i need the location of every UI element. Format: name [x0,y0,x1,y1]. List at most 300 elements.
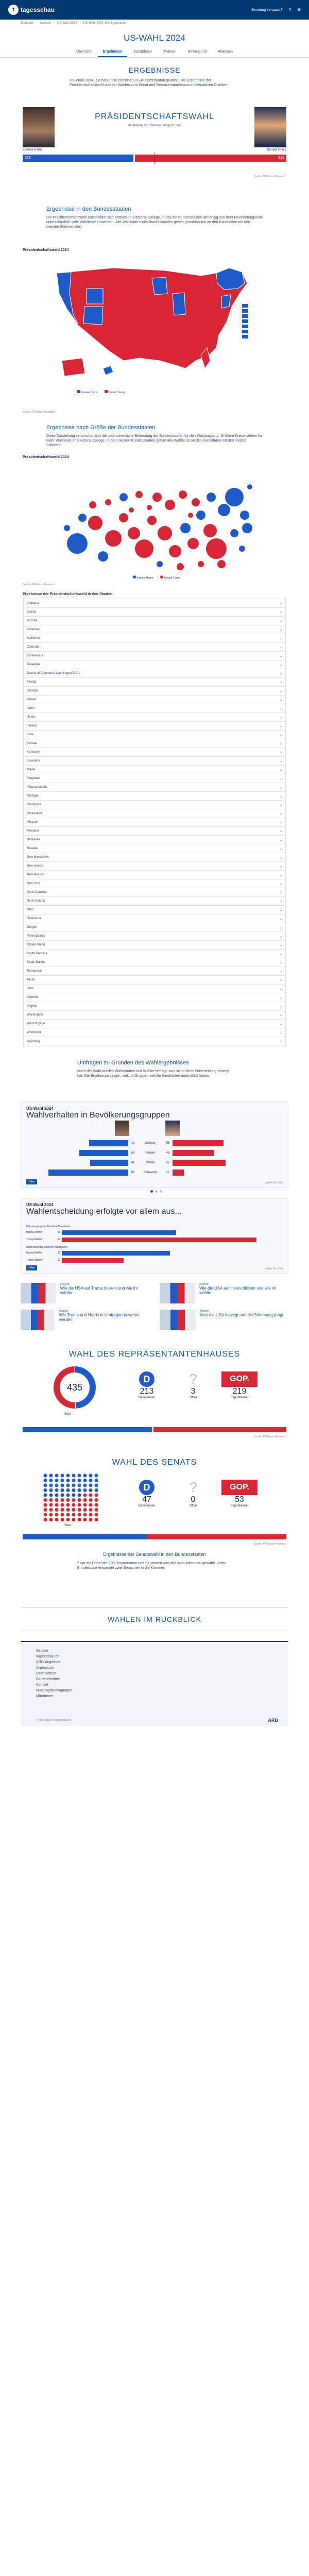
header-tools [251,8,301,12]
poll-value-rep: 12 [166,1171,170,1174]
state-name: Kansas [27,742,38,745]
map-chart-label: Präsidentschaftswahl 2024 [23,248,69,252]
state-accordion-item[interactable] [24,914,285,923]
senate-dot-chart [41,1472,103,1524]
state-minnesota[interactable] [152,277,167,295]
senate-seat-dot [61,1474,64,1478]
state-bubble[interactable] [242,523,252,533]
poll-row [25,1168,285,1177]
footer-link[interactable]: Nutzungsbedingungen [36,1689,73,1692]
trump-name: Donald Trump [267,148,286,151]
chevron-down-icon: ⌄ [279,829,282,833]
state-box-dc[interactable] [242,335,248,338]
chevron-down-icon: ⌄ [279,654,282,658]
house-heading: WAHL DES REPRÄSENTANTENHAUSES [68,1350,241,1359]
state-accordion-item[interactable] [24,713,285,722]
senate-seat-dot [61,1484,64,1487]
chevron-down-icon: ⌄ [279,1013,282,1017]
state-bubble[interactable] [129,507,134,513]
footer-link[interactable]: Barrierefreiheit [36,1677,60,1681]
article-title: Wie Trump und Harris in Umfragen bewertet werden [59,1313,140,1322]
state-bubble[interactable] [128,527,140,539]
state-accordion-item[interactable] [24,643,285,652]
state-bubble[interactable] [78,514,87,522]
chevron-down-icon: ⌄ [279,751,282,754]
state-colorado[interactable] [87,289,103,304]
state-bubble[interactable] [188,513,193,518]
senate-seat-dot [66,1513,70,1517]
senate-seat-dot [49,1498,53,1502]
state-accordion-item[interactable] [24,783,285,792]
senate-seat-dot [55,1508,59,1512]
site-header [0,0,309,20]
state-bubble[interactable] [165,500,175,510]
senate-seat-dot [55,1479,59,1482]
chevron-down-icon: ⌄ [279,733,282,737]
senate-seat-dot [95,1484,98,1487]
senate-dem-count: 47 [142,1495,151,1504]
senate-seat-dot [89,1503,93,1507]
state-box-ma[interactable] [242,304,248,308]
breadcrumb-item[interactable]: Startseite [21,22,34,25]
state-name: Idaho [27,707,35,710]
state-mid-atlantic[interactable] [221,295,231,308]
senate-seat-dot [95,1498,98,1502]
state-name: Delaware [27,663,40,666]
senate-seat-dot [72,1474,76,1478]
legend-rep-label: Donald Trump [108,391,125,394]
state-name: Arizona [27,619,38,622]
chevron-down-icon: ⌄ [279,926,282,929]
senate-seat-dot [49,1508,53,1512]
state-bubble-chart [46,466,263,574]
state-bubble[interactable] [187,538,199,549]
state-name: West Virginia [27,1022,45,1025]
map-source: Quelle: AP/Edison Research [23,411,56,414]
footer-link[interactable]: Impressum [36,1666,54,1670]
state-bubble[interactable] [152,493,162,502]
state-accordion-item[interactable] [24,687,285,696]
senate-seat-dot [49,1488,53,1492]
state-accordion-item[interactable] [24,871,285,879]
chevron-down-icon: ⌄ [279,882,282,886]
house-bar-rep [153,1427,286,1432]
breadcrumb-item[interactable]: Ausland [40,22,52,25]
state-name: Alabama [27,602,39,605]
state-accordion-item[interactable] [24,976,285,985]
state-accordion-item[interactable] [24,879,285,888]
state-name: Iowa [27,733,33,736]
state-new-england[interactable] [216,268,245,290]
senate-seats-label: Sitze [64,1524,72,1527]
majority-note: Mindestens 270 Stimmen nötig für Sieg [127,124,182,127]
state-accordion-item[interactable] [24,617,285,625]
poll-row [25,1149,285,1157]
state-accordion-item[interactable] [24,1020,285,1028]
ard-logo[interactable]: ARD [268,1718,278,1723]
house-open-count: 3 [191,1387,196,1396]
poll-bar-rep [173,1170,184,1176]
missed-broadcast-link[interactable]: Sendung verpasst? [251,8,283,12]
senate-seat-dot [83,1494,87,1497]
footer-link[interactable]: ARD-Angebote [36,1660,61,1664]
senate-dem-label: Demokraten [138,1504,156,1507]
tab-ergebnisse[interactable]: Ergebnisse [98,47,128,57]
breadcrumb-item[interactable]: US-Wahl 2024 [57,22,77,25]
senate-seat-dot [89,1494,93,1497]
article-kicker: Analyse [59,1310,68,1313]
state-bubble[interactable] [157,561,163,567]
state-bubble[interactable] [206,538,227,559]
article-title: Wie die USA auf Trump blicken und wie ihr wählte [60,1286,138,1295]
state-accordion-item[interactable] [24,809,285,818]
state-accordion-item[interactable] [24,696,285,704]
tab-hintergrund[interactable]: Hintergrund [187,50,207,54]
state-accordion-item[interactable] [24,1002,285,1011]
state-bubble[interactable] [203,524,217,537]
senate-open-stat [180,1480,206,1507]
senate-seat-dot [66,1479,70,1482]
senate-open-label: Offen [189,1504,197,1507]
senate-seat-dot [49,1518,53,1521]
state-accordion-item[interactable] [24,1011,285,1020]
state-bubble[interactable] [135,491,143,498]
chevron-down-icon: ⌄ [279,865,282,868]
state-accordion-item[interactable] [24,757,285,766]
state-name: Vermont [27,996,39,999]
state-accordion-item[interactable] [24,766,285,774]
state-bubble[interactable] [105,530,122,547]
carousel-dot[interactable] [155,1190,158,1193]
chevron-down-icon: ⌄ [279,698,282,702]
senate-seat-dot [55,1488,59,1492]
article-teaser[interactable] [21,1283,149,1304]
senate-seat-dot [95,1494,98,1497]
chevron-down-icon: ⌄ [279,742,282,745]
state-accordion-item[interactable] [24,941,285,950]
state-name: South Carolina [27,952,47,955]
state-bubble[interactable] [64,525,70,531]
carousel-dots [150,1190,162,1193]
state-accordion-item[interactable] [24,801,285,809]
state-name: Washington [27,1013,43,1016]
states-accordion [23,599,286,1046]
electoral-bar [23,155,286,162]
state-name: Virginia [27,1005,37,1008]
chevron-down-icon: ⌄ [279,812,282,816]
related-articles [21,1283,288,1331]
tab-themen[interactable]: Themen [163,50,177,54]
senate-rep-stat [221,1480,258,1507]
state-name: Missouri [27,821,39,824]
senate-seat-dot [95,1508,98,1512]
state-bubble[interactable] [192,498,200,506]
poll-value-dem: 86 [131,1171,135,1174]
state-accordion-item[interactable] [24,660,285,669]
tab-übersicht[interactable]: Übersicht [76,50,92,54]
tab-analysen[interactable]: Analysen [218,50,233,54]
article-kicker: Analyse [200,1310,209,1313]
state-bubble[interactable] [147,505,152,510]
retro-heading[interactable]: WAHLEN IM RÜCKBLICK [108,1615,201,1623]
state-bubble[interactable] [247,484,252,489]
state-illinois[interactable] [173,293,185,315]
chevron-down-icon: ⌄ [279,759,282,763]
state-accordion-item[interactable] [24,1028,285,1037]
state-accordion-item[interactable] [24,827,285,836]
state-bubble[interactable] [177,563,184,570]
bubble-text: Diese Darstellung veranschaulicht die unterschiedliche Bedeutung der Bundesstaaten für den Wahlausgang. Größere Kreise stehen für mehr Wahlleute im Electoral College. In den meisten Bundesstaaten gehen alle Wahlleute an den Kandidaten mit den meisten Stimmen. [46,434,263,447]
state-name: Kalifornien [27,637,42,640]
article-thumbnail [160,1283,195,1303]
state-accordion-item[interactable] [24,950,285,958]
chevron-down-icon: ⌄ [279,821,282,824]
state-accordion-item[interactable] [24,862,285,871]
house-seat-total: 435 [66,1382,83,1393]
poll-bar-rep [173,1160,226,1166]
chevron-down-icon: ⌄ [279,602,282,605]
breadcrumb-item[interactable]: US-Wahl 2024: Die Ergebnisse [83,22,126,25]
state-accordion-item[interactable] [24,669,285,678]
senate-seat-dot [89,1498,93,1502]
state-box-ri[interactable] [242,309,248,313]
senate-seat-dot [66,1488,70,1492]
state-accordion-item[interactable] [24,967,285,976]
house-donut [52,1364,98,1411]
state-bubble[interactable] [135,539,153,558]
article-teaser[interactable] [160,1283,288,1304]
tab-kandidaten[interactable]: Kandidaten [133,50,152,54]
state-accordion-item[interactable] [24,836,285,844]
state-accordion-item[interactable] [24,608,285,617]
senate-seat-dot [61,1513,64,1517]
menu-button[interactable]: ☰ [297,8,301,12]
chevron-down-icon: ⌄ [279,681,282,684]
chevron-down-icon: ⌄ [279,663,282,667]
article-teaser[interactable] [160,1310,288,1331]
bubble-legend-rep-label: Donald Trump [164,577,180,580]
polls-text: Nach der Wahl wurden Wählerinnen und Wähler befragt, was sie zu ihrer Entscheidung bewegt hat. Die Ergebnisse zeigen, welche Gruppen welche Kandidaten unterstützt haben. [77,1070,230,1078]
state-accordion-item[interactable] [24,888,285,897]
senate-seat-dot [55,1494,59,1497]
state-name: South Dakota [27,961,46,964]
poll-bar [62,1238,256,1242]
state-name: District of Columbia (Washington D.C.) [27,672,80,675]
senate-seat-dot [66,1498,70,1502]
state-name: Wisconsin [27,1031,41,1034]
state-accordion-item[interactable] [24,678,285,687]
footer-link[interactable]: Kontakt [36,1683,48,1687]
state-bubble[interactable] [119,493,128,501]
state-name: New Jersey [27,865,43,868]
senate-seat-dot [49,1513,53,1517]
state-name: Wyoming [27,1040,40,1043]
state-hawaii[interactable] [103,366,113,375]
state-accordion-item[interactable] [24,792,285,801]
state-bubble[interactable] [218,504,230,516]
state-bubble[interactable] [89,501,96,509]
state-accordion-item[interactable] [24,985,285,993]
state-bubble[interactable] [119,513,128,522]
state-accordion-item[interactable] [24,748,285,757]
senate-seat-dot [83,1474,87,1478]
state-bubble[interactable] [158,526,172,540]
footer-link[interactable]: Datenschutz [36,1672,56,1675]
state-bubble[interactable] [169,545,181,557]
state-box-md[interactable] [242,330,248,333]
state-accordion-item[interactable] [24,932,285,941]
state-name: Ohio [27,908,33,911]
poll-bar-rep [173,1150,214,1156]
state-bubble[interactable] [180,523,191,533]
chevron-down-icon: ⌄ [279,996,282,999]
state-alaska[interactable] [62,358,85,376]
state-bubble[interactable] [98,551,108,562]
poll-card1-kicker: US-Wahl 2024 [26,1106,54,1111]
state-accordion-item[interactable] [24,774,285,783]
legend-dem [77,390,97,394]
senate-bar [23,1534,286,1539]
senate-seat-dot [89,1484,93,1487]
poll-card2-share-button[interactable]: Teilen [26,1265,37,1270]
poll-card2-title: Wahlentscheidung erfolgte vor allem aus... [26,1207,182,1216]
state-bubble[interactable] [217,560,226,568]
search-icon[interactable]: ⚲ [288,8,291,12]
state-accordion-item[interactable] [24,722,285,731]
footer-link[interactable]: Mitarbeiter [36,1694,54,1698]
senate-heading: WAHL DES SENATS [112,1458,197,1467]
senate-seat-dot [78,1498,81,1502]
senate-seat-dot [49,1503,53,1507]
poll-value: 63 [57,1238,60,1241]
chevron-down-icon: ⌄ [279,707,282,710]
chevron-down-icon: ⌄ [279,908,282,912]
chevron-down-icon: ⌄ [279,838,282,842]
footer-link[interactable]: Service [36,1649,48,1653]
state-name: Arkansas [27,628,40,631]
state-bubble[interactable] [88,516,102,530]
chevron-down-icon: ⌄ [279,891,282,894]
house-dem-count: 213 [140,1387,154,1396]
state-name: Montana [27,829,39,833]
senate-section [0,1458,309,1587]
senate-seat-dot [89,1474,93,1478]
state-accordion-item[interactable] [24,958,285,967]
poll-card2-rows1 [26,1229,284,1244]
legend-dem-label: Kamala Harris [81,391,98,394]
state-bubble[interactable] [239,546,245,552]
state-accordion-item[interactable] [24,906,285,914]
state-bubble[interactable] [207,493,216,502]
state-name: Nebraska [27,838,40,841]
state-name: Hawaii [27,698,37,701]
senate-seat-dot [66,1508,70,1512]
state-accordion-item[interactable] [24,704,285,713]
state-accordion-item[interactable] [24,993,285,1002]
senate-seat-dot [55,1484,59,1487]
chevron-down-icon: ⌄ [279,768,282,772]
state-accordion-item[interactable] [24,923,285,932]
state-accordion-item[interactable] [24,634,285,643]
article-teaser[interactable] [21,1310,149,1331]
poll-card1-share-button[interactable]: Teilen [26,1179,37,1184]
state-name: Oregon [27,926,38,929]
bubble-heading: Ergebnisse nach Größe der Bundesstaaten [46,425,156,431]
state-accordion-item[interactable] [24,625,285,634]
house-rep-stat [221,1371,258,1399]
state-accordion-item[interactable] [24,652,285,660]
poll-card2-kicker: US-Wahl 2024 [26,1202,54,1207]
state-name: New Hampshire [27,856,49,859]
state-bubble[interactable] [225,488,244,506]
poll-bar-dem [90,1160,128,1166]
state-accordion-item[interactable] [24,599,285,608]
state-bubble[interactable] [105,499,111,505]
state-name: Connecticut [27,654,43,657]
house-bar [23,1427,286,1432]
tagesschau-logo[interactable] [8,5,55,15]
state-name: Mississippi [27,812,42,815]
states-heading: Ergebnisse der Präsidentschaftswahl in den Staaten [23,592,113,596]
senate-seat-dot [61,1494,64,1497]
footer-link[interactable]: tagesschau.de [36,1655,60,1658]
state-box-de[interactable] [242,325,248,328]
state-bubble[interactable] [179,490,187,499]
senate-seat-dot [61,1518,64,1521]
state-new-mexico[interactable] [83,307,103,325]
carousel-dot-active[interactable] [150,1190,153,1193]
senate-states-link[interactable]: Ergebnisse der Senatswahl in den Bundesstaaten [103,1552,206,1557]
state-bubble[interactable] [198,561,204,567]
state-accordion-item[interactable] [24,818,285,827]
chevron-down-icon: ⌄ [279,987,282,991]
state-accordion-item[interactable] [24,897,285,906]
senate-source: Quelle: AP/Edison Research [253,1543,286,1546]
poll-value: 20 [57,1259,60,1262]
state-box-ct[interactable] [242,314,248,318]
retro-block [21,1607,288,1631]
breadcrumb-separator-icon: › [36,22,38,25]
poll-card1-title: Wahlverhalten in Bevölkerungsgruppen [26,1111,170,1120]
state-accordion-item[interactable] [24,731,285,739]
poll-row-label: Frauen [145,1151,156,1155]
senate-seat-dot [44,1508,47,1512]
state-accordion-item[interactable] [24,853,285,862]
state-accordion-item[interactable] [24,844,285,853]
state-bubble[interactable] [196,511,205,520]
senate-seat-dot [89,1513,93,1517]
state-name: Kentucky [27,751,40,754]
state-bubble[interactable] [240,511,249,520]
state-accordion-item[interactable] [24,1037,285,1046]
presidential-section [0,107,309,205]
chevron-down-icon: ⌄ [279,672,282,675]
senate-democrat-logo-icon: D [139,1480,154,1495]
senate-seat-dot [83,1518,87,1521]
senate-bar-rep [147,1534,286,1539]
poll-row-label: Trump-Wähler [26,1238,43,1241]
state-bubble[interactable] [147,516,157,525]
house-seats-label: Sitze [64,1413,72,1416]
senate-seat-dot [78,1479,81,1482]
senate-open-question-icon: ? [189,1479,197,1495]
senate-seat-dot [78,1518,81,1521]
state-box-nj[interactable] [242,319,248,323]
state-bubble[interactable] [67,533,88,554]
state-accordion-item[interactable] [24,739,285,748]
state-bubble[interactable] [230,529,238,537]
carousel-dot[interactable] [160,1190,162,1193]
